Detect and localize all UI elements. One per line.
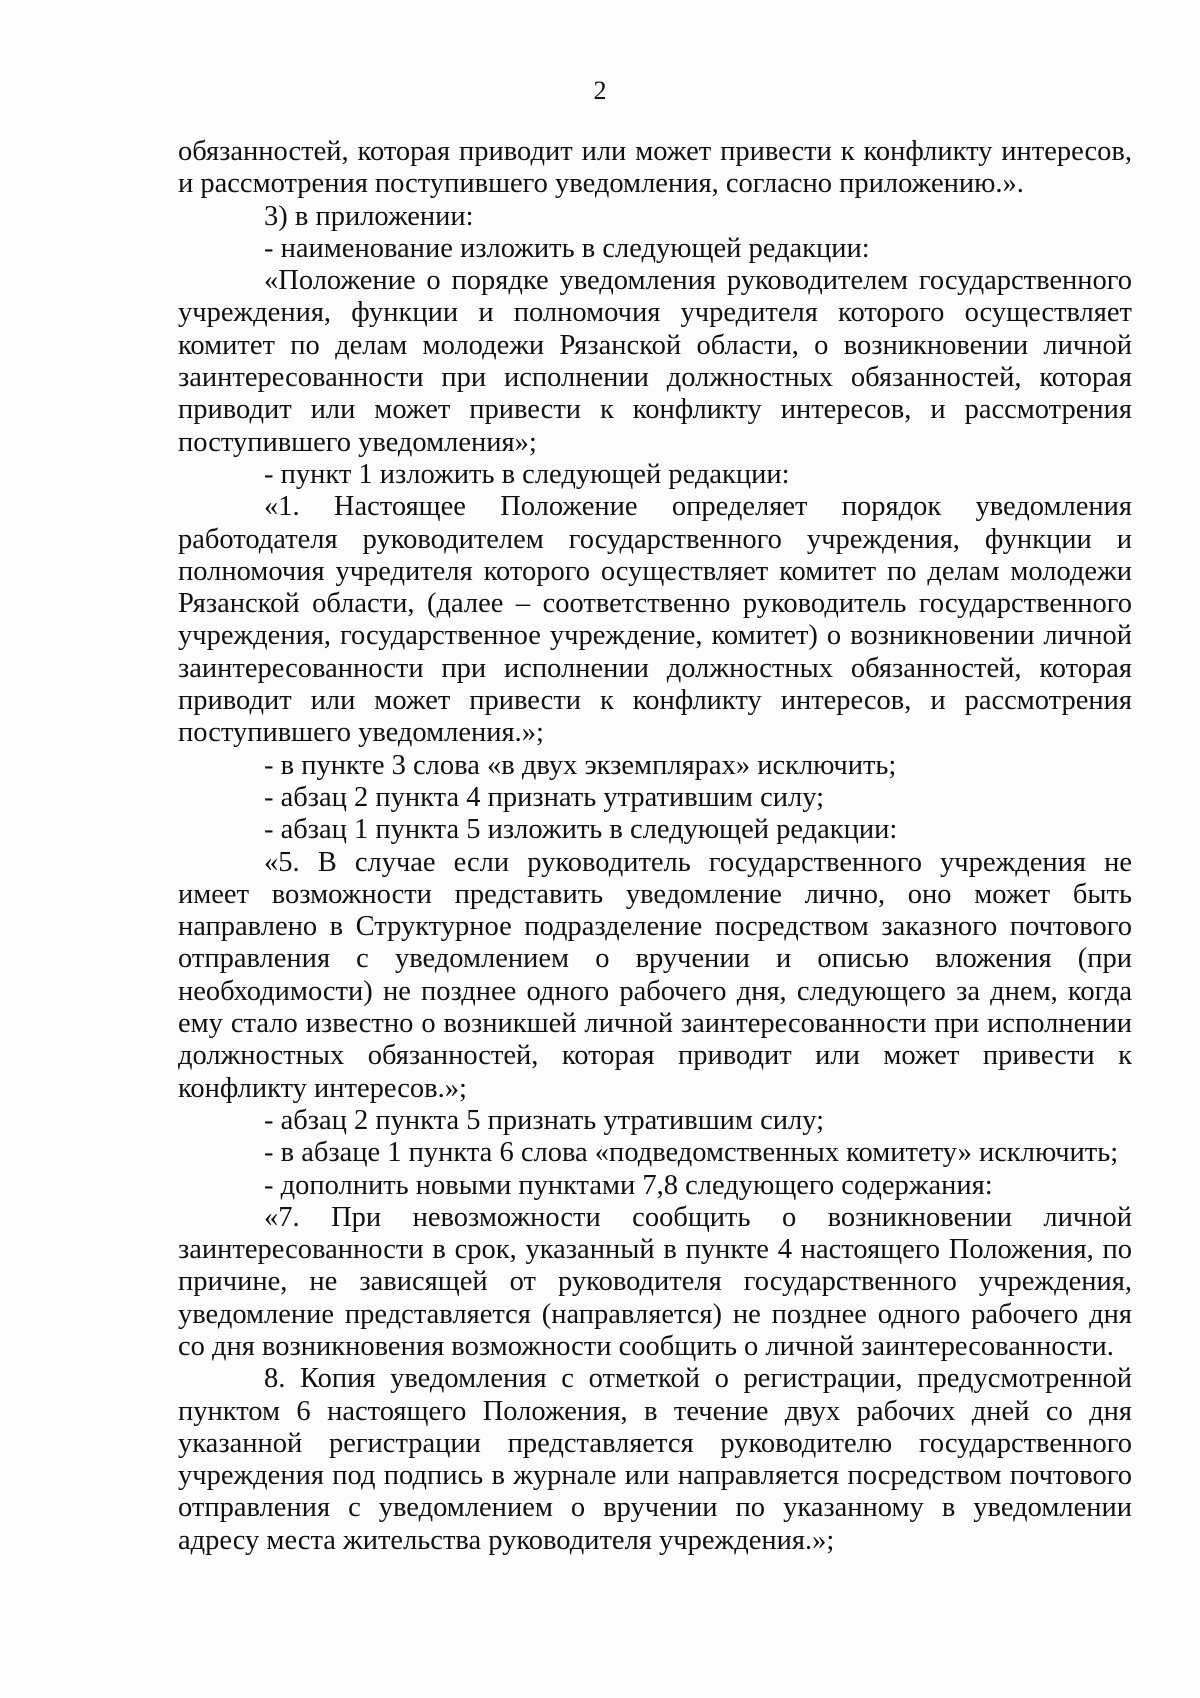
paragraph: - в абзаце 1 пункта 6 слова «подведомственных комитету» исключить; bbox=[264, 1137, 1119, 1169]
paragraph: - пункт 1 изложить в следующей редакции: bbox=[264, 458, 790, 490]
paragraph: 8. Копия уведомления с отметкой о регистрации, предусмотренной пунктом 6 настоящего Положения, в течение двух рабочих дней со дня указанной регистрации представляется руководителю государственного учреждения под подпись в журнале или направляется посредством почтового отправления с уведомлением о вручении по указанному в уведомлении адресу места жительства руководителя учреждения.»; bbox=[178, 1363, 1132, 1556]
paragraph: 3) в приложении: bbox=[264, 200, 474, 232]
paragraph: «Положение о порядке уведомления руководителем государственного учреждения, функции и полномочия учредителя которого осуществляет комитет по делам молодежи Рязанской области, о возникновении личной заинтересованности при исполнении должностных обязанностей, которая приводит или может привести к конфликту интересов, и рассмотрения поступившего уведомления»; bbox=[178, 265, 1132, 458]
paragraph: «1. Настоящее Положение определяет порядок уведомления работодателя руководителем государственного учреждения, функции и полномочия учредителя которого осуществляет комитет по делам молодежи Рязанской области, (далее – соответственно руководитель государственного учреждения, государственное учреждение, комитет) о возникновении личной заинтересованности при исполнении должностных обязанностей, которая приводит или может привести к конфликту интересов, и рассмотрения поступившего уведомления.»; bbox=[178, 491, 1132, 749]
paragraph: - наименование изложить в следующей редакции: bbox=[264, 232, 870, 264]
page-number: 2 bbox=[593, 76, 607, 105]
paragraph: - абзац 2 пункта 5 признать утратившим силу; bbox=[264, 1104, 825, 1136]
paragraph: «7. При невозможности сообщить о возникновении личной заинтересованности в срок, указанный в пункте 4 настоящего Положения, по причине, не зависящей от руководителя государственного учреждения, уведомление представляется (направляется) не позднее одного рабочего дня со дня возникновения возможности сообщить о личной заинтересованности. bbox=[178, 1201, 1132, 1362]
document-body bbox=[178, 136, 1132, 1557]
paragraph: - дополнить новыми пунктами 7,8 следующего содержания: bbox=[264, 1169, 993, 1201]
paragraph: «5. В случае если руководитель государственного учреждения не имеет возможности представить уведомление лично, оно может быть направлено в Структурное подразделение посредством заказного почтового отправления с уведомлением о вручении и описью вложения (при необходимости) не позднее одного рабочего дня, следующего за днем, когда ему стало известно о возникшей личной заинтересованности при исполнении должностных обязанностей, которая приводит или может привести к конфликту интересов.»; bbox=[178, 846, 1132, 1104]
paragraph: - абзац 1 пункта 5 изложить в следующей редакции: bbox=[264, 814, 898, 846]
paragraph: обязанностей, которая приводит или может привести к конфликту интересов, и рассмотрения поступившего уведомления, согласно приложению.». bbox=[178, 136, 1132, 200]
paragraph: - в пункте 3 слова «в двух экземплярах» исключить; bbox=[264, 749, 897, 781]
paragraph: - абзац 2 пункта 4 признать утратившим силу; bbox=[264, 781, 825, 813]
